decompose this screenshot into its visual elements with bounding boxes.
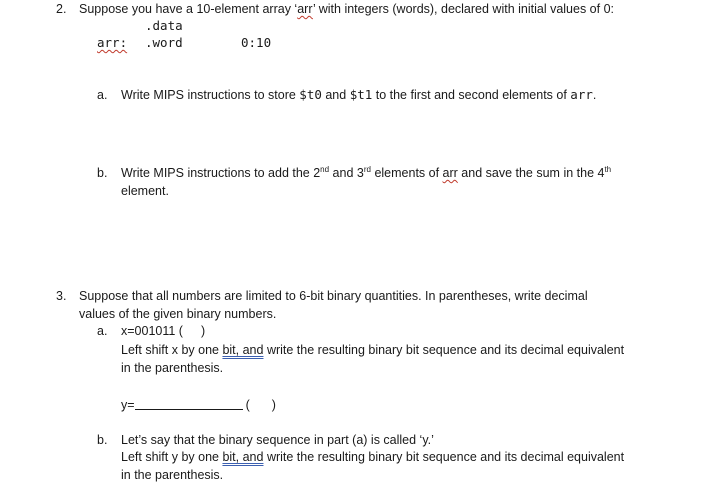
q3a-x-expression [121,323,205,339]
q3a-answer-line [121,397,276,413]
code-word-directive: .word [145,35,183,50]
q3a-line2: in the parenthesis. [121,361,224,375]
q2b-line1 [121,165,611,181]
q2b-arr: arr [442,166,458,180]
q3a-l1-link: bit, and [222,343,264,357]
code-label: arr: [97,35,128,50]
q3b-line3: in the parenthesis. [121,468,224,482]
q2-stem [79,1,614,17]
q2b-sup1: nd [320,165,330,174]
q2b-sup3: th [604,165,612,174]
q3a-l1-post: write the resulting binary bit sequence and its decimal equivalent [263,343,625,357]
q3-line2: values of the given binary numbers. [79,307,277,321]
q2-stem-post: ’ with integers (words), declared with initial values of 0: [312,2,615,16]
q3b-l2-pre: Left shift y by one [121,450,223,464]
q2b-sup2: rd [363,165,371,174]
q3b-l2-link: bit, and [222,450,264,464]
q2-stem-pre: Suppose you have a 10-element array ‘ [79,2,298,16]
q2a-text [121,87,596,103]
q3a-paren-open: ( [245,398,250,412]
q2b-t4: and save the sum in the 4 [457,166,605,180]
q3a-paren-close: ) [271,398,276,412]
q2a-reg2: $t1 [349,87,373,102]
q3b-l2-post: write the resulting binary bit sequence and its decimal equivalent [263,450,625,464]
q3-number: 3. [56,289,67,303]
q2a-pre: Write MIPS instructions to store [121,88,300,102]
q2a-mid: and [321,88,350,102]
q2a-letter: a. [97,88,108,102]
q3-line1: Suppose that all numbers are limited to 6-bit binary quantities. In parentheses, write decimal [79,289,588,303]
q3b-letter: b. [97,433,108,447]
q2b-letter: b. [97,166,108,180]
code-data-directive: .data [145,18,183,33]
q2b-line2: element. [121,184,169,198]
q3a-x-close: ) [200,324,206,338]
q3a-line1 [121,342,624,358]
q2-array-name: arr [297,2,313,16]
q3a-letter: a. [97,324,108,338]
q3a-l1-pre: Left shift x by one [121,343,223,357]
q2b-t1: Write MIPS instructions to add the 2 [121,166,321,180]
q2a-arr: arr [570,87,593,102]
q2b-t3: elements of [370,166,443,180]
q2a-reg1: $t0 [299,87,322,102]
q2a-end: . [592,88,597,102]
q3a-y-blank[interactable] [135,397,243,410]
q2b-t2: and 3 [329,166,364,180]
code-value: 0:10 [241,35,272,50]
q3b-line2 [121,449,624,465]
q2a-post: to the first and second elements of [372,88,571,102]
q3a-y-label: y= [121,398,135,412]
q3a-x-value: x=001011 ( [121,324,183,338]
q3b-line1: Let’s say that the binary sequence in part (a) is called ‘y.’ [121,433,434,447]
q2-number: 2. [56,2,67,16]
